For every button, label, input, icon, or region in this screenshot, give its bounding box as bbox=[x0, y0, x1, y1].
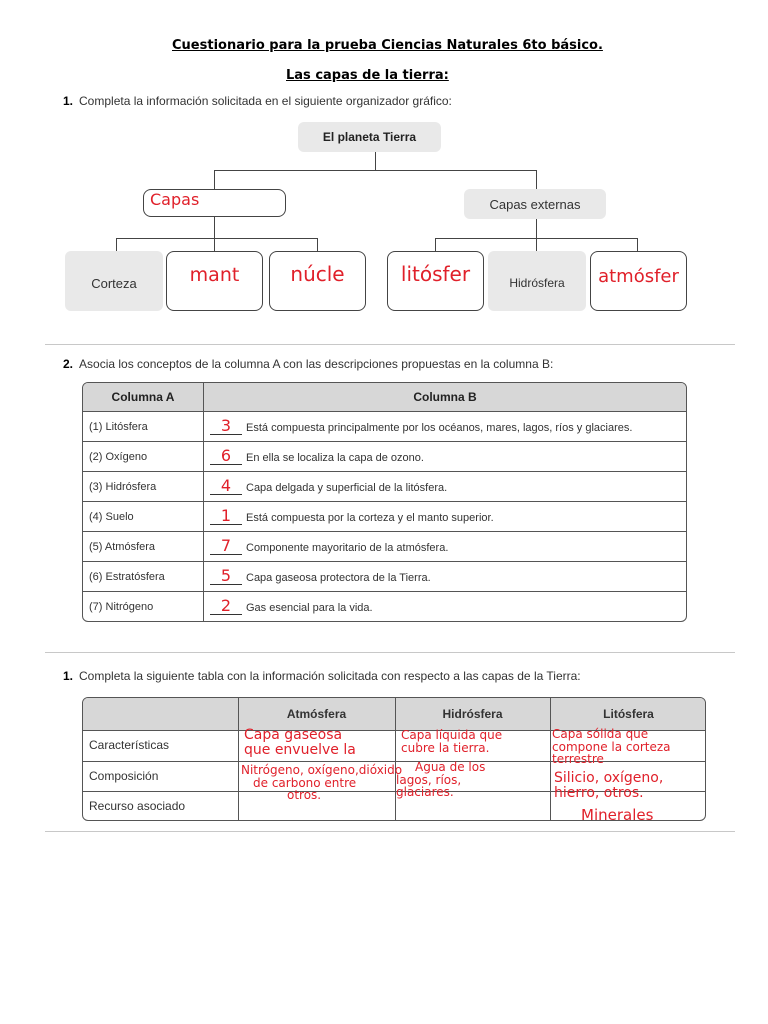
page-title: Cuestionario para la prueba Ciencias Naturales 6to básico. bbox=[172, 38, 603, 53]
description-text: En ella se localiza la capa de ozono. bbox=[246, 452, 424, 464]
table-row bbox=[83, 562, 686, 592]
answer-blank[interactable]: 2 bbox=[210, 598, 242, 615]
column-a-cell: (2) Oxígeno bbox=[83, 442, 204, 472]
leaf-nucleo-box[interactable] bbox=[269, 251, 366, 311]
question-2-instruction: 2. Asocia los conceptos de la columna A con las descripciones propuestas en la columna B: bbox=[63, 357, 554, 371]
leaf-hidrosfera: Hidrósfera bbox=[488, 251, 586, 311]
organizer-root-box: El planeta Tierra bbox=[298, 122, 441, 152]
leaf-atmosfera-box[interactable] bbox=[590, 251, 687, 311]
layers-table bbox=[82, 697, 706, 821]
association-table bbox=[82, 382, 687, 622]
row-label-caracteristicas: Características bbox=[89, 738, 170, 752]
manto-answer: mant bbox=[189, 264, 240, 286]
answer-lit-recurso[interactable]: Minerales bbox=[581, 806, 654, 821]
answer-blank[interactable]: 4 bbox=[210, 478, 242, 495]
description-text: Capa gaseosa protectora de la Tierra. bbox=[246, 572, 431, 584]
question-number: 1. bbox=[63, 669, 74, 683]
table-row bbox=[83, 502, 686, 532]
answer-blank[interactable]: 5 bbox=[210, 568, 242, 585]
leaf-litosfera-box[interactable] bbox=[387, 251, 484, 311]
header-hidrosfera: Hidrósfera bbox=[442, 707, 503, 721]
column-b-cell bbox=[204, 562, 686, 592]
header-litosfera: Litósfera bbox=[603, 707, 654, 721]
column-b-cell bbox=[204, 412, 686, 442]
column-a-cell: (7) Nitrógeno bbox=[83, 592, 204, 621]
description-text: Gas esencial para la vida. bbox=[246, 602, 373, 614]
column-a-cell: (5) Atmósfera bbox=[83, 532, 204, 562]
question-number: 1. bbox=[63, 94, 74, 108]
litosfera-answer: litósfer bbox=[400, 262, 471, 286]
row-label-recurso: Recurso asociado bbox=[89, 799, 186, 813]
answer-blank[interactable]: 7 bbox=[210, 538, 242, 555]
leaf-corteza: Corteza bbox=[65, 251, 163, 311]
table-row bbox=[83, 592, 686, 621]
column-a-cell: (6) Estratósfera bbox=[83, 562, 204, 592]
organizer-right-branch-box: Capas externas bbox=[464, 189, 606, 219]
answer-atm-composicion[interactable]: Nitrógeno, oxígeno,dióxido de carbono entre otros. bbox=[241, 763, 403, 803]
column-a-cell: (3) Hidrósfera bbox=[83, 472, 204, 502]
table-row bbox=[83, 442, 686, 472]
divider bbox=[45, 344, 735, 345]
answer-lit-caracteristicas[interactable]: Capa sólida que compone la corteza terrestre bbox=[552, 727, 671, 767]
question-number: 2. bbox=[63, 357, 74, 371]
column-a-cell: (4) Suelo bbox=[83, 502, 204, 532]
description-text: Está compuesta principalmente por los océanos, mares, lagos, ríos y glaciares. bbox=[246, 422, 633, 434]
column-a-header: Columna A bbox=[83, 383, 204, 412]
organizer-left-branch-box[interactable] bbox=[143, 189, 286, 217]
question-3-instruction: 1. Completa la siguiente tabla con la información solicitada con respecto a las capas de la Tierra: bbox=[63, 669, 581, 683]
column-b-cell bbox=[204, 502, 686, 532]
nucleo-answer: núcle bbox=[290, 262, 345, 286]
divider bbox=[45, 831, 735, 832]
column-b-cell bbox=[204, 592, 686, 621]
page-subtitle: Las capas de la tierra: bbox=[286, 68, 449, 83]
description-text: Componente mayoritario de la atmósfera. bbox=[246, 542, 449, 554]
left-branch-answer: Capas bbox=[150, 190, 200, 209]
table-row bbox=[83, 532, 686, 562]
table-row bbox=[83, 472, 686, 502]
column-a-cell: (1) Litósfera bbox=[83, 412, 204, 442]
description-text: Capa delgada y superficial de la litósfera. bbox=[246, 482, 448, 494]
column-b-cell bbox=[204, 442, 686, 472]
column-b-cell bbox=[204, 472, 686, 502]
column-b-header: Columna B bbox=[204, 383, 686, 412]
answer-lit-composicion[interactable]: Silicio, oxígeno, hierro, otros. bbox=[554, 770, 664, 801]
answer-hid-caracteristicas[interactable]: Capa líquida que cubre la tierra. bbox=[401, 728, 503, 755]
question-1-instruction: 1. Completa la información solicitada en el siguiente organizador gráfico: bbox=[63, 94, 452, 108]
answer-blank[interactable]: 6 bbox=[210, 448, 242, 465]
atmosfera-answer: atmósfer bbox=[598, 266, 679, 287]
divider bbox=[45, 652, 735, 653]
header-atmosfera: Atmósfera bbox=[286, 707, 347, 721]
answer-atm-caracteristicas[interactable]: Capa gaseosa que envuelve la bbox=[244, 727, 356, 758]
answer-blank[interactable]: 1 bbox=[210, 508, 242, 525]
description-text: Está compuesta por la corteza y el manto superior. bbox=[246, 512, 494, 524]
leaf-manto-box[interactable] bbox=[166, 251, 263, 311]
row-label-composicion: Composición bbox=[89, 769, 159, 783]
answer-blank[interactable]: 3 bbox=[210, 418, 242, 435]
answer-hid-composicion[interactable]: Agua de los lagos, ríos, glaciares. bbox=[396, 760, 486, 800]
table-row bbox=[83, 412, 686, 442]
column-b-cell bbox=[204, 532, 686, 562]
